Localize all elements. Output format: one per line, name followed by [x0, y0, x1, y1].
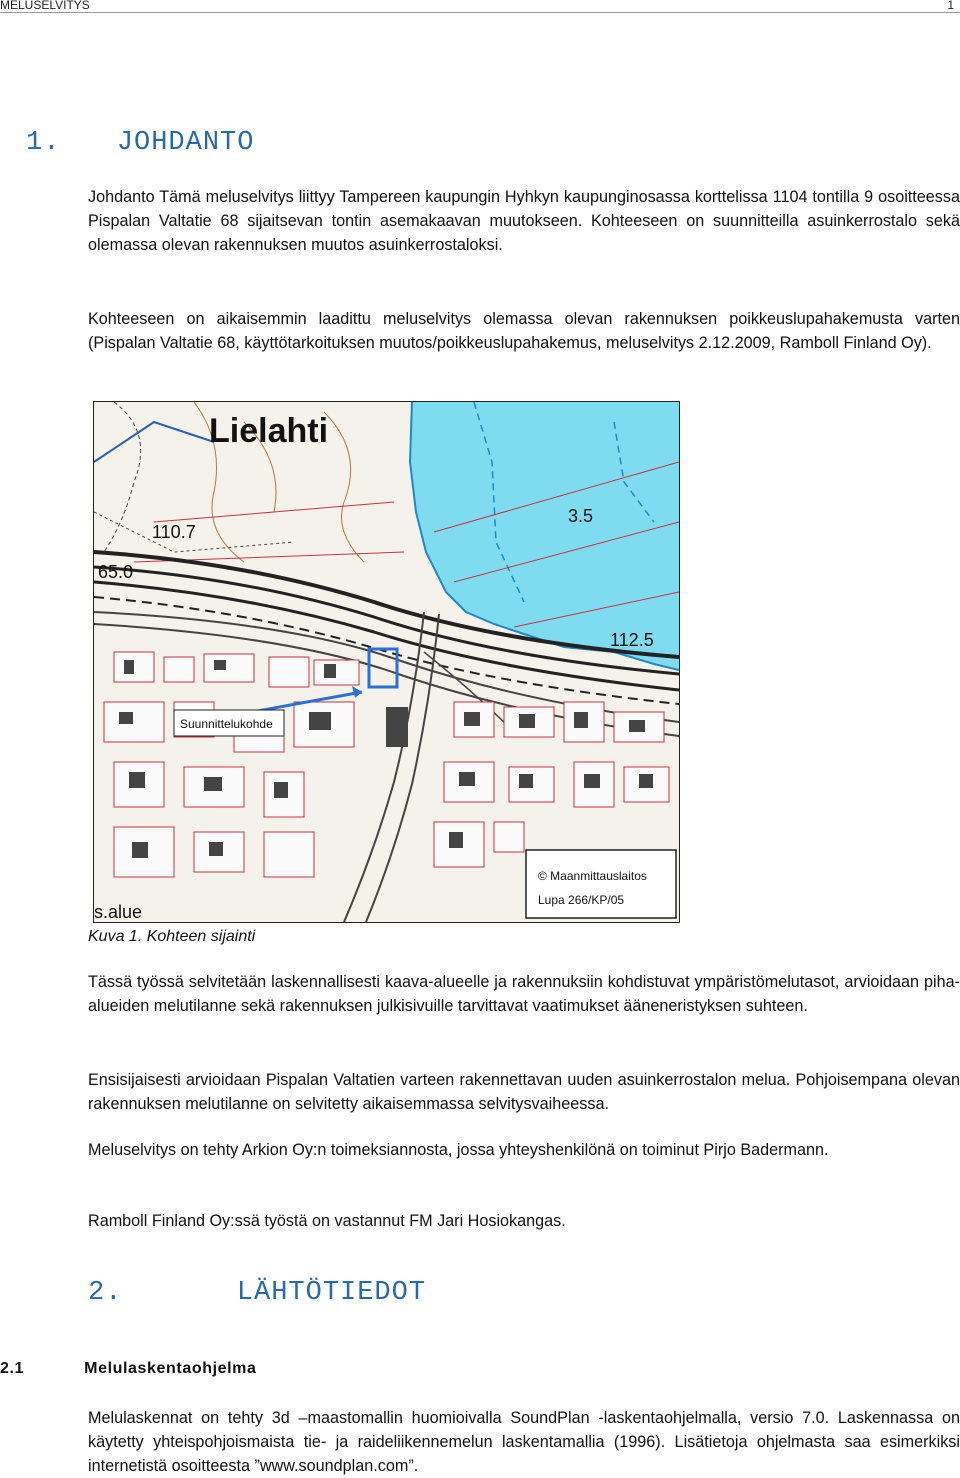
subsection-number: 2.1 — [0, 1360, 25, 1377]
paragraph-intro — [88, 185, 960, 257]
place-name-label: Lielahti — [209, 412, 329, 450]
document-title: MELUSELVITYS — [0, 0, 90, 12]
page-header — [0, 0, 960, 13]
target-label: Suunnittelukohde — [180, 717, 273, 731]
paragraph-client — [88, 1138, 960, 1162]
paragraph-text: Tässä työssä selvitetään laskennallisesti kaava-alueelle ja rakennuksiin kohdistuvat ympäristömelutasot, arvioidaan piha-alueiden melutilanne sekä rakennuksen julkisivuille tarvittavat vaatimukset ääneneristyksen suhteen. — [88, 973, 960, 1015]
elevation-label: 110.7 — [152, 522, 196, 542]
paragraph-text: Ramboll Finland Oy:ssä työstä on vastannut FM Jari Hosiokangas. — [88, 1212, 566, 1230]
page-number: 1 — [947, 0, 954, 12]
section-1-heading — [26, 128, 254, 158]
paragraph-text: Kohteeseen on aikaisemmin laadittu meluselvitys olemassa olevan rakennuksen poikkeuslupahakemusta varten (Pispalan Valtatie 68, käyttötarkoituksen muutos/poikkeuslupahakemus, meluselvitys 2.12.2009, Ramboll Finland Oy). — [88, 310, 960, 352]
section-2-heading — [88, 1278, 426, 1308]
subsection-2-1-heading — [0, 1360, 257, 1378]
section-number: 2. — [88, 1278, 123, 1308]
area-label-fragment: s.alue — [94, 902, 143, 922]
map-copyright: © Maanmittauslaitos — [538, 869, 647, 883]
paragraph-scope — [88, 970, 960, 1018]
paragraph-software — [88, 1406, 960, 1478]
paragraph-text: Johdanto Tämä meluselvitys liittyy Tampereen kaupungin Hyhkyn kaupunginosassa korttelissa 1104 tontilla 9 osoitteessa Pispalan Valtatie 68 sijaitsevan tontin asemakaavan muutokseen. Kohteeseen on suunnitteilla asuinkerrostalo sekä olemassa olevan rakennuksen muutos asuinkerrostaloksi. — [88, 188, 960, 254]
figure-caption: Kuva 1. Kohteen sijainti — [88, 928, 256, 945]
paragraph-text: Melulaskennat on tehty 3d –maastomallin huomioivalla SoundPlan -laskentaohjelmalla, versio 7.0. Laskennassa on käytetty yhteispohjoismaista tie- ja raideliikennemelun laskentamallia (1996). Lisätietoja ohjelmasta saa esimerkiksi internetistä osoitteesta ”www.soundplan.com”. — [88, 1409, 960, 1475]
map-license: Lupa 266/KP/05 — [538, 893, 625, 907]
paragraph-text: Meluselvitys on tehty Arkion Oy:n toimeksiannosta, jossa yhteyshenkilönä on toiminut Pirjo Badermann. — [88, 1141, 829, 1159]
subsection-title: Melulaskentaohjelma — [84, 1360, 257, 1377]
paragraph-responsible — [88, 1209, 960, 1233]
section-title: JOHDANTO — [116, 128, 255, 158]
paragraph-priority — [88, 1068, 960, 1116]
paragraph-previous-study — [88, 307, 960, 355]
elevation-label: 112.5 — [610, 630, 654, 650]
section-title: LÄHTÖTIEDOT — [236, 1278, 427, 1308]
elevation-label: 65.0 — [98, 562, 134, 582]
elevation-label: 3.5 — [568, 506, 594, 526]
location-map — [93, 401, 680, 923]
section-number: 1. — [26, 128, 61, 158]
paragraph-text: Ensisijaisesti arvioidaan Pispalan Valtatien varteen rakennettavan uuden asuinkerrostalon melua. Pohjoisempana olevan rakennuksen melutilanne on selvitetty aikaisemmassa selvitysvaiheessa. — [88, 1071, 960, 1113]
